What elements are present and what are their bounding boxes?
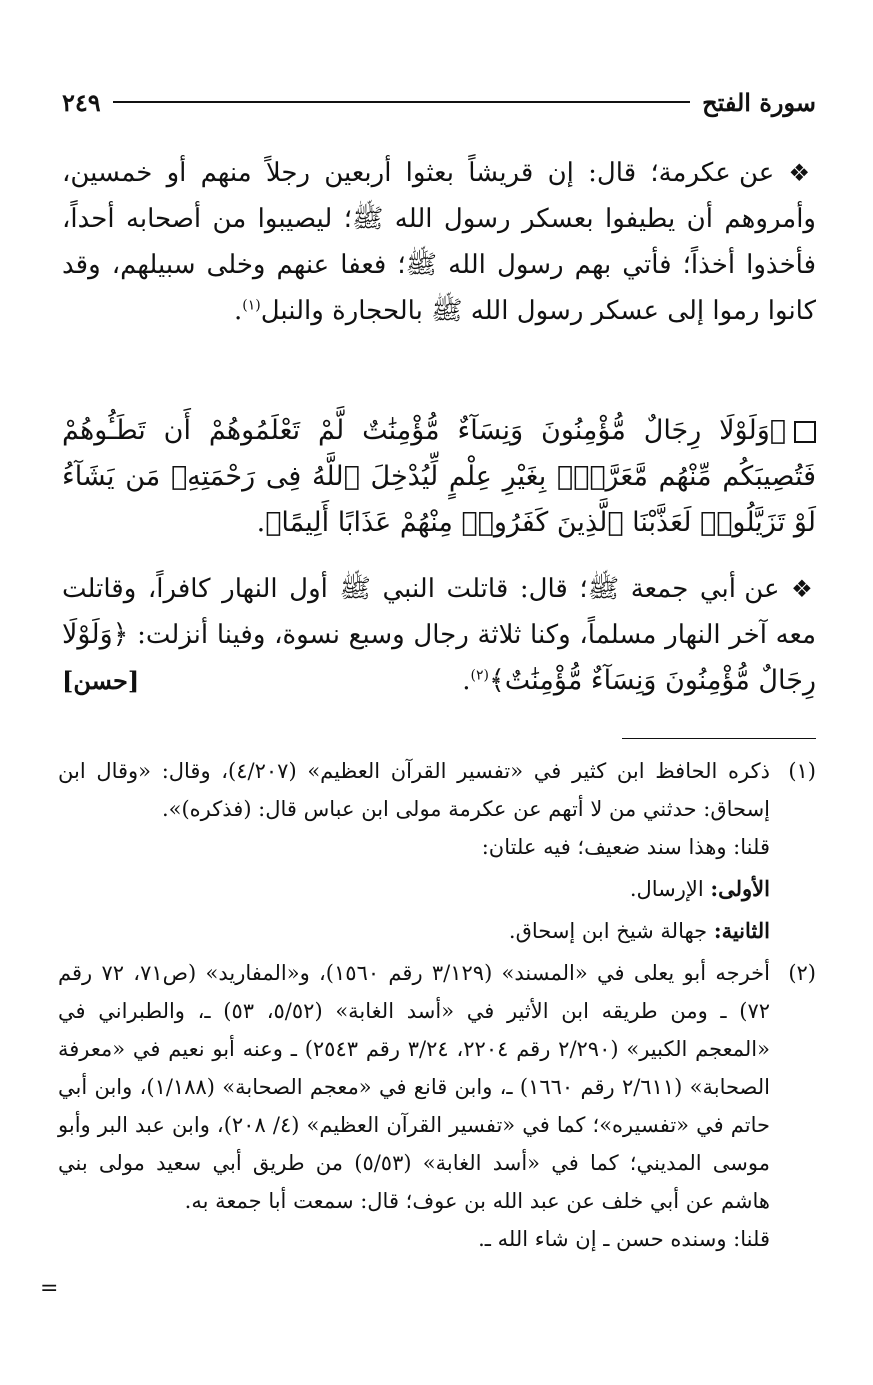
- sentence-end: .: [462, 666, 471, 696]
- footnote-paragraph: أخرجه أبو يعلى في «المسند» (٣/١٢٩ رقم ١٥٦٠)، و«المفاريد» (ص٧١، ٧٢ رقم ٧٢) ـ ومن طريقه ابن الأثير في «أسد الغابة» (٥/٥٢، ٥٣) ـ، والطبراني في «المعجم الكبير» (٢/٢٩٠ رقم ٢٢٠٤، ٣/٢٤ رقم ٢٥٤٣) ـ وعنه أبو نعيم في «معرفة الصحابة» (٢/٦١١ رقم ١٦٦٠) ـ، وابن قانع في «معجم الصحابة» (١/١٨٨)، وابن أبي حاتم في «تفسيره»؛ كما في «تفسير القرآن العظيم» (٤/ ٢٠٨)، وابن عبد البر وأبو موسى المديني؛ كما في «أسد الغابة» (٥/٥٣) من طريق أبي سعيد مولى بني هاشم عن أبي خلف عن عبد الله بن عوف؛ قال: سمعت أبا جمعة به.: [58, 961, 771, 1213]
- page-number: ٢٤٩: [62, 87, 101, 117]
- star-bullet-icon: ❖: [791, 575, 817, 603]
- footnotes: [58, 752, 816, 1262]
- continuation-mark: =: [40, 1276, 59, 1301]
- narration-abu-jumuah: [62, 566, 816, 704]
- footnote-2: [58, 954, 816, 1262]
- item-label: الثانية:: [713, 918, 770, 943]
- quran-quote: ﴿وَلَوْلَا رِجَالٌ مُّؤْمِنُونَ وَنِسَآءٌ مُّؤْمِنَٰتٌ﴾: [62, 619, 816, 696]
- item-label: الأولى:: [710, 876, 770, 901]
- narration-text: عن أبي جمعة ﷺ؛ قال: قاتلت النبي ﷺ أول النهار كافراً، وقاتلت معه آخر النهار مسلماً، وكنا ثلاثة رجال وسبع نسوة، وفينا أنزلت:: [62, 574, 817, 650]
- footnote-1: [58, 752, 816, 954]
- footnote-item: [58, 912, 770, 950]
- footnote-separator: [622, 738, 816, 739]
- square-bullet-icon: [794, 421, 816, 443]
- quran-verse-block: [62, 408, 816, 546]
- footnote-paragraph: قلنا: وسنده حسن ـ إن شاء الله ـ.: [478, 1227, 770, 1251]
- header-rule: [113, 101, 690, 103]
- footnote-paragraph: ذكره الحافظ ابن كثير في «تفسير القرآن العظيم» (٤/٢٠٧)، وقال: «وقال ابن إسحاق: حدثني من لا أتهم عن عكرمة مولى ابن عباس قال: (فذكره)».: [58, 759, 770, 821]
- narration-text: عن عكرمة؛ قال: إن قريشاً بعثوا أربعين رجلاً منهم أو خمسين، وأمروهم أن يطيفوا بعسكر رسول الله ﷺ؛ ليصيبوا من أصحابه أحداً، فأخذوا أخذاً؛ فأتي بهم رسول الله ﷺ؛ فعفا عنهم وخلى سبيلهم، وقد كانوا رموا إلى عسكر رسول الله ﷺ بالحجارة والنبل: [62, 158, 816, 326]
- hadith-grade: [حسن]: [62, 666, 140, 695]
- quran-verse: ﴿وَلَوْلَا رِجَالٌ مُّؤْمِنُونَ وَنِسَآءٌ مُّؤْمِنَٰتٌ لَّمْ تَعْلَمُوهُمْ أَن تَطَـُٔوهُمْ فَتُصِيبَكُم مِّنْهُم مَّعَرَّةٌۢ بِغَيْرِ عِلْمٍ لِّيُدْخِلَ ٱللَّهُ فِى رَحْمَتِهِۦ مَن يَشَآءُ لَوْ تَزَيَّلُوا۟ لَعَذَّبْنَا ٱلَّذِينَ كَفَرُوا۟ مِنْهُمْ عَذَابًا أَلِيمًا﴾.: [62, 415, 816, 538]
- footnote-ref-1: (١): [242, 297, 261, 314]
- footnote-number: (١): [788, 759, 816, 783]
- item-text: جهالة شيخ ابن إسحاق.: [508, 919, 708, 943]
- item-text: الإرسال.: [629, 877, 704, 901]
- narration-ikrimah: [62, 150, 816, 334]
- footnote-paragraph: قلنا: وهذا سند ضعيف؛ فيه علتان:: [481, 835, 770, 859]
- sentence-end: .: [233, 296, 243, 326]
- footnote-ref-2: (٢): [470, 667, 489, 684]
- footnote-number: (٢): [788, 961, 816, 985]
- surah-title: سورة الفتح: [702, 87, 816, 117]
- footnote-item: [58, 870, 770, 908]
- star-bullet-icon: ❖: [788, 159, 817, 187]
- running-header: [62, 82, 816, 122]
